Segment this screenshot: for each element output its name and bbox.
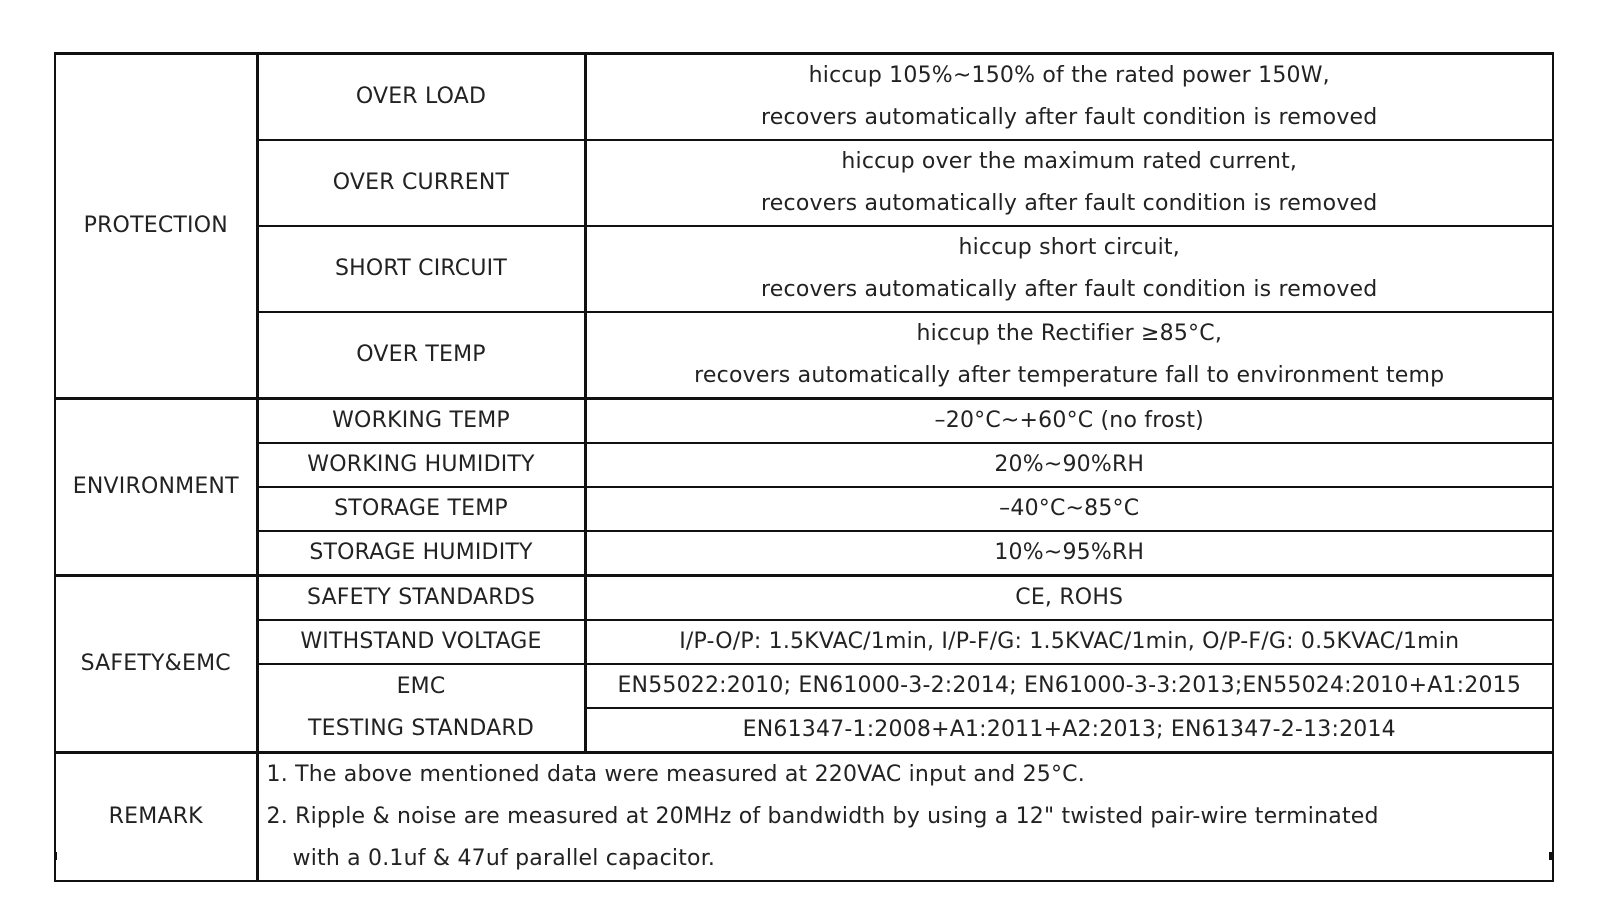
remark-text: [257, 753, 1553, 882]
spec-table: [54, 52, 1554, 882]
item-emc-testing-standard: EMC TESTING STANDARD: [257, 664, 585, 753]
table-row: [55, 664, 1553, 708]
item-working-temp: WORKING TEMP: [257, 399, 585, 444]
table-row: [55, 399, 1553, 444]
table-row: [55, 576, 1553, 621]
item-withstand-voltage: WITHSTAND VOLTAGE: [257, 620, 585, 664]
remark-line-1: 1. The above mentioned data were measured at 220VAC input and 25°C.: [266, 762, 1085, 787]
value-emc-line-2: EN61347-1:2008+A1:2011+A2:2013; EN61347-2-13:2014: [585, 708, 1553, 753]
category-remark: REMARK: [55, 753, 257, 882]
remark-line-2: 2. Ripple & noise are measured at 20MHz of bandwidth by using a 12" twisted pair-wire terminated: [266, 804, 1379, 829]
value-emc-line-1: EN55022:2010; EN61000-3-2:2014; EN61000-3-3:2013;EN55024:2010+A1:2015: [585, 664, 1553, 708]
remark-line-3: with a 0.1uf & 47uf parallel capacitor.: [292, 846, 716, 871]
table-bottom-edge: [54, 852, 1552, 860]
value-working-humidity: 20%~90%RH: [585, 443, 1553, 487]
item-over-current: OVER CURRENT: [257, 140, 585, 226]
item-storage-humidity: STORAGE HUMIDITY: [257, 531, 585, 576]
value-storage-temp: –40°C~85°C: [585, 487, 1553, 531]
category-safety-emc: SAFETY&EMC: [55, 576, 257, 753]
value-working-temp: –20°C~+60°C (no frost): [585, 399, 1553, 444]
item-over-temp: OVER TEMP: [257, 312, 585, 399]
table-row: [55, 312, 1553, 399]
value-over-current: hiccup over the maximum rated current, recovers automatically after fault condition is removed: [585, 140, 1553, 226]
table-row: [55, 226, 1553, 312]
table-row: [55, 753, 1553, 882]
item-working-humidity: WORKING HUMIDITY: [257, 443, 585, 487]
value-withstand-voltage: I/P-O/P: 1.5KVAC/1min, I/P-F/G: 1.5KVAC/1min, O/P-F/G: 0.5KVAC/1min: [585, 620, 1553, 664]
item-storage-temp: STORAGE TEMP: [257, 487, 585, 531]
category-protection: PROTECTION: [55, 54, 257, 399]
value-short-circuit: hiccup short circuit, recovers automatically after fault condition is removed: [585, 226, 1553, 312]
value-storage-humidity: 10%~95%RH: [585, 531, 1553, 576]
value-safety-standards: CE, ROHS: [585, 576, 1553, 621]
table-row: [55, 531, 1553, 576]
value-over-load: hiccup 105%~150% of the rated power 150W, recovers automatically after fault condition is removed: [585, 54, 1553, 141]
table-row: [55, 140, 1553, 226]
category-environment: ENVIRONMENT: [55, 399, 257, 576]
table-row: [55, 443, 1553, 487]
table-row: [55, 487, 1553, 531]
item-short-circuit: SHORT CIRCUIT: [257, 226, 585, 312]
table-row: [55, 620, 1553, 664]
table-row: [55, 54, 1553, 141]
item-over-load: OVER LOAD: [257, 54, 585, 141]
item-safety-standards: SAFETY STANDARDS: [257, 576, 585, 621]
value-over-temp: hiccup the Rectifier ≥85°C, recovers automatically after temperature fall to environment temp: [585, 312, 1553, 399]
